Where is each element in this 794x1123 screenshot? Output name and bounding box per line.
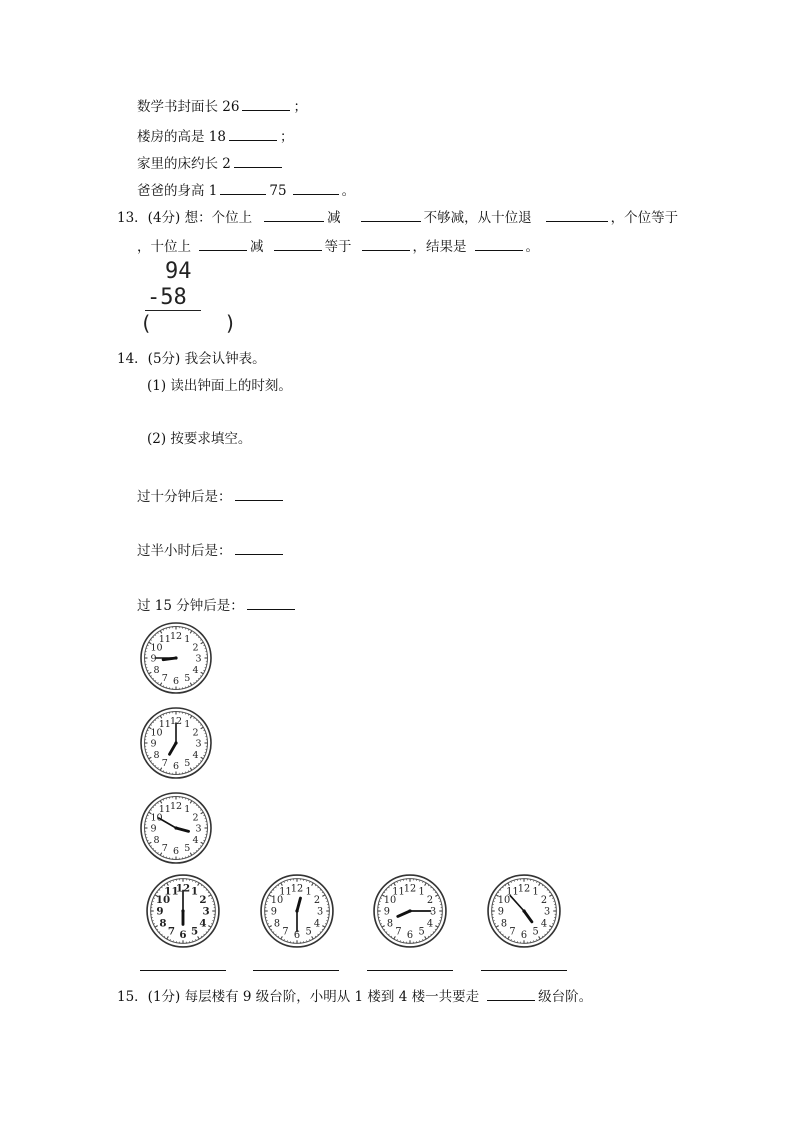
clock-numeral: 2: [313, 895, 321, 907]
q13-line-1: [117, 207, 678, 227]
answer-blank[interactable]: [293, 180, 339, 195]
clock-numeral: 8: [153, 664, 160, 676]
clock-numeral: 7: [161, 673, 168, 685]
q14-part-2: (2) 按要求填空。: [147, 431, 252, 447]
clock-small-1: [139, 621, 213, 695]
clock-numeral: 9: [383, 906, 391, 918]
clock-numeral: 9: [497, 906, 505, 918]
answer-blank[interactable]: [264, 207, 324, 222]
clock-numeral: 3: [202, 905, 210, 918]
clock-numeral: 6: [172, 761, 180, 773]
answer-blank[interactable]: [546, 207, 608, 222]
clock-numeral: 5: [532, 926, 539, 938]
clock-numeral: 12: [290, 883, 304, 895]
q13-text-d: ，个位等于: [610, 210, 679, 226]
answer-blank[interactable]: [362, 236, 410, 251]
clock-numeral: 3: [195, 653, 202, 665]
clock-numeral: 10: [150, 812, 163, 824]
q14-title: 14．(5分) 我会认钟表。: [117, 351, 266, 367]
clock-large-3: [372, 873, 448, 949]
clock-numeral: 6: [293, 929, 301, 941]
clock-numeral: 1: [184, 634, 191, 646]
q13-text-e: ，十位上: [137, 239, 191, 255]
clock-numeral: 11: [506, 886, 519, 898]
clock-numeral: 5: [184, 758, 191, 770]
clock-numeral: 5: [305, 926, 312, 938]
clock-numeral: 12: [403, 883, 417, 895]
after-ten-minutes-label: 过十分钟后是：: [137, 489, 232, 505]
after-half-hour-label: 过半小时后是：: [137, 543, 232, 559]
clock-numeral: 4: [426, 918, 434, 930]
clock-numeral: 11: [158, 804, 171, 816]
vertical-top-number: 94: [165, 259, 192, 284]
clock-numeral: 9: [270, 906, 278, 918]
clock-center: [174, 826, 177, 829]
clock-numeral: 2: [540, 895, 548, 907]
clock-numeral: 1: [418, 886, 425, 898]
answer-blank[interactable]: [242, 96, 290, 111]
answer-blank[interactable]: [361, 207, 421, 222]
clock-numeral: 4: [313, 918, 321, 930]
clock-numeral: 4: [540, 918, 548, 930]
clock-numeral: 9: [150, 823, 157, 835]
clock-center: [174, 656, 177, 659]
after-half-hour-line: [137, 540, 286, 560]
clock-numeral: 12: [169, 631, 183, 643]
clock-numeral: 1: [184, 719, 191, 731]
clock-center: [181, 909, 184, 912]
clock-numeral: 7: [161, 843, 168, 855]
clock-numeral: 3: [316, 906, 324, 918]
measure-bed-line: [137, 153, 285, 173]
clock-answer-line-2[interactable]: [253, 970, 339, 971]
clock-numeral: 12: [169, 801, 183, 813]
clock-large-4: [486, 873, 562, 949]
clock-numeral: 3: [543, 906, 551, 918]
clock-large-1: [145, 873, 221, 949]
q13-text-c: 不够减，从十位退: [423, 210, 532, 226]
after-fifteen-minutes-line: [137, 595, 298, 615]
clock-numeral: 8: [159, 917, 167, 930]
clock-numeral: 2: [192, 812, 199, 824]
clock-numeral: 10: [155, 894, 171, 907]
clock-numeral: 9: [156, 905, 164, 918]
clock-numeral: 9: [150, 738, 157, 750]
clock-numeral: 2: [192, 642, 199, 654]
clock-numeral: 4: [192, 664, 199, 676]
clock-numeral: 1: [305, 886, 312, 898]
q13-text-f: 减: [250, 239, 264, 255]
clock-numeral: 6: [406, 929, 414, 941]
clock-numeral: 10: [497, 895, 511, 907]
q13-line-2: [137, 236, 539, 256]
clock-numeral: 6: [172, 676, 180, 688]
clock-numeral: 4: [199, 917, 207, 930]
clock-numeral: 12: [169, 716, 183, 728]
measure-dad-line: [137, 180, 355, 200]
clock-numeral: 3: [195, 738, 202, 750]
clock-numeral: 11: [279, 886, 292, 898]
clock-numeral: 11: [158, 719, 171, 731]
clock-numeral: 12: [175, 882, 191, 895]
answer-blank[interactable]: [235, 486, 283, 501]
clock-center: [174, 741, 177, 744]
clock-numeral: 1: [532, 886, 539, 898]
answer-blank[interactable]: [220, 180, 266, 195]
clock-numeral: 10: [150, 727, 163, 739]
clock-numeral: 7: [167, 925, 176, 938]
clock-numeral: 5: [190, 925, 199, 938]
clock-answer-line-1[interactable]: [140, 970, 226, 971]
clock-numeral: 11: [164, 885, 179, 898]
clock-large-2: [259, 873, 335, 949]
clock-numeral: 11: [392, 886, 405, 898]
q15-text-b: 级台阶。: [538, 989, 593, 1005]
measure-bed-text: 家里的床约长 2: [137, 156, 231, 172]
vertical-bottom-number: -58: [147, 285, 187, 310]
answer-blank[interactable]: [475, 236, 523, 251]
clock-numeral: 2: [426, 895, 434, 907]
clock-center: [295, 909, 298, 912]
clock-numeral: 7: [161, 758, 168, 770]
measure-book-line: [137, 96, 307, 116]
q14-part-1: (1) 读出钟面上的时刻。: [147, 378, 292, 394]
clock-numeral: 1: [190, 885, 199, 898]
measure-book-end: ；: [293, 99, 307, 115]
clock-numeral: 11: [158, 634, 171, 646]
vertical-answer-parentheses[interactable]: ( ): [140, 311, 237, 335]
q13-text-i: 。: [525, 239, 539, 255]
after-fifteen-minutes-label: 过 15 分钟后是：: [137, 598, 244, 614]
clock-numeral: 7: [395, 926, 402, 938]
answer-blank[interactable]: [487, 986, 535, 1001]
measure-book-text: 数学书封面长 26: [137, 99, 240, 115]
clock-numeral: 9: [150, 653, 157, 665]
clock-numeral: 3: [195, 823, 202, 835]
clock-numeral: 1: [184, 804, 191, 816]
q15-line: [117, 986, 592, 1006]
clock-numeral: 5: [418, 926, 425, 938]
q13-text-a: 13．(4分) 想：个位上: [117, 210, 253, 226]
q13-text-b: 减: [327, 210, 341, 226]
clock-numeral: 4: [192, 749, 199, 761]
clock-numeral: 12: [517, 883, 531, 895]
measure-dad-text: 爸爸的身高 1: [137, 183, 218, 199]
answer-blank[interactable]: [274, 236, 322, 251]
q13-text-g: 等于: [324, 239, 352, 255]
clock-numeral: 8: [500, 918, 508, 930]
clock-numeral: 6: [172, 846, 180, 858]
clock-numeral: 10: [150, 642, 163, 654]
clock-numeral: 7: [509, 926, 516, 938]
clock-numeral: 6: [520, 929, 528, 941]
clock-answer-line-4[interactable]: [481, 970, 567, 971]
q15-text-a: 15．(1分) 每层楼有 9 级台阶，小明从 1 楼到 4 楼一共要走: [117, 989, 480, 1005]
measure-building-line: [137, 126, 293, 146]
clock-numeral: 3: [429, 906, 437, 918]
after-ten-minutes-line: [137, 486, 286, 506]
measure-dad-end: 。: [341, 183, 356, 199]
measure-building-text: 楼房的高是 18: [137, 129, 226, 145]
clock-small-3: [139, 791, 213, 865]
answer-blank[interactable]: [234, 153, 282, 168]
clock-numeral: 4: [192, 834, 199, 846]
answer-blank[interactable]: [229, 126, 277, 141]
clock-answer-line-3[interactable]: [367, 970, 453, 971]
clock-numeral: 10: [383, 895, 397, 907]
answer-blank[interactable]: [199, 236, 247, 251]
clock-numeral: 6: [179, 928, 187, 941]
measure-building-end: ；: [279, 129, 294, 145]
clock-center: [522, 909, 525, 912]
clock-numeral: 2: [192, 727, 199, 739]
clock-numeral: 2: [199, 894, 207, 907]
clock-numeral: 8: [386, 918, 394, 930]
measure-dad-mid: 75: [269, 183, 287, 199]
q13-text-h: ，结果是: [412, 239, 467, 255]
clock-numeral: 10: [270, 895, 284, 907]
answer-blank[interactable]: [235, 540, 283, 555]
clock-numeral: 5: [184, 843, 191, 855]
clock-numeral: 8: [153, 749, 160, 761]
clock-center: [408, 909, 411, 912]
answer-blank[interactable]: [247, 595, 295, 610]
clock-small-2: [139, 706, 213, 780]
clock-numeral: 7: [282, 926, 289, 938]
clock-numeral: 8: [153, 834, 160, 846]
clock-numeral: 5: [184, 673, 191, 685]
clock-numeral: 8: [273, 918, 281, 930]
